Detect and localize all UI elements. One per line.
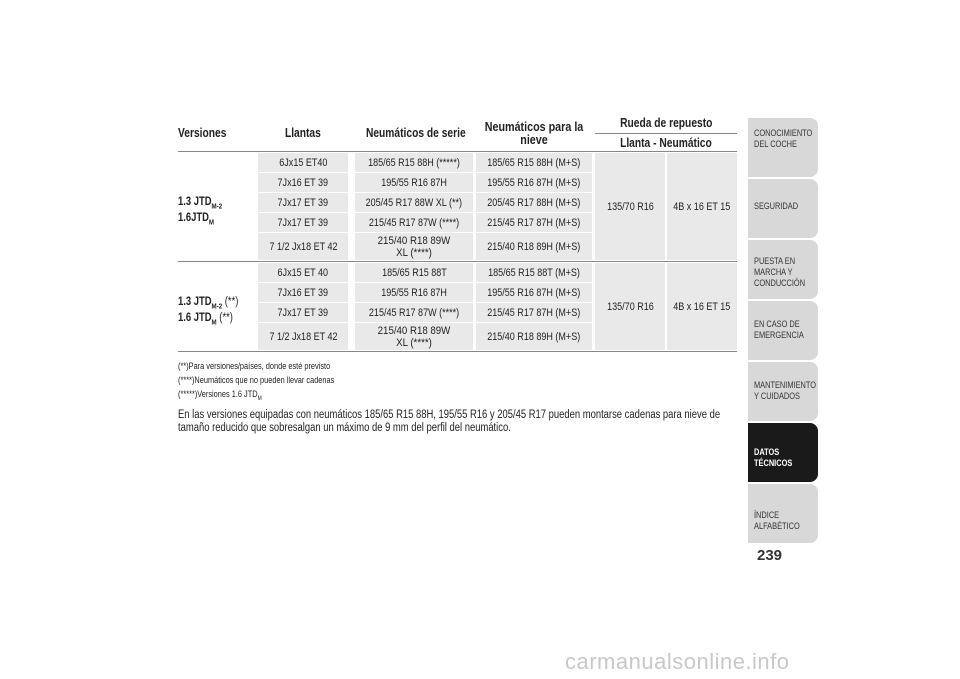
table-cell-llanta: 6Jx15 ET40 [258,153,348,172]
table-cell-llanta: 7Jx17 ET 39 [258,193,348,212]
table-cell-serie: 215/40 R18 89W XL (****) [355,323,473,350]
page-number: 239 [757,547,783,564]
body-paragraph: En las versiones equipadas con neumáticos 185/65 R15 88H, 195/55 R16 y 205/45 R17 pueden montarse cadenas para nieve de tamaño reducido que sobresalgan un máximo de 9 mm del perfil del neumático. [178,409,721,434]
table-cell-llanta: 7Jx17 ET 39 [258,303,348,322]
table-cell-nieve: 195/55 R16 87H (M+S) [476,173,592,192]
table-cell-llanta: 7 1/2 Jx18 ET 42 [258,323,348,350]
tab-conocimiento-del-coche[interactable]: CONOCIMIENTO DEL COCHE [748,118,818,177]
header-llanta-neumatico: Llanta - Neumático [620,136,712,150]
table-cell-repuesto-neumatico: 135/70 R16 [595,153,665,260]
table-cell-llanta: 7Jx16 ET 39 [258,173,348,192]
header-divider-repuesto [595,133,737,134]
header-rueda-repuesto: Rueda de repuesto [619,116,713,130]
table-cell-nieve: 215/40 R18 89H (M+S) [476,323,592,350]
footnote-2: (****)Neumáticos que no pueden llevar cadenas [178,375,335,385]
tab-puesta-en-marcha[interactable]: PUESTA EN MARCHA Y CONDUCCIÓN [748,240,818,299]
tab-datos-tecnicos[interactable]: DATOS TÉCNICOS [748,423,818,482]
table-cell-nieve: 205/45 R17 88H (M+S) [476,193,592,212]
table-cell-serie: 195/55 R16 87H [355,283,473,302]
footnote-3: (*****)Versiones 1.6 $JTD_M$ [178,389,262,402]
tab-en-caso-de-emergencia[interactable]: EN CASO DE EMERGENCIA [748,301,818,360]
table-cell-nieve: 215/45 R17 87H (M+S) [476,213,592,232]
table-cell-serie: 185/65 R15 88H (*****) [355,153,473,172]
tab-mantenimiento[interactable]: MANTENIMIENTO Y CUIDADOS [748,362,818,421]
table-bottom-line [178,351,737,352]
table-cell-repuesto-llanta: 4B x 16 ET 15 [667,153,737,260]
header-versiones: Versiones [178,126,227,140]
watermark: carmanualsonline.info [565,649,790,674]
table-cell-llanta: 6Jx15 ET 40 [258,263,348,282]
tab-seguridad[interactable]: SEGURIDAD [748,179,818,238]
table-cell-serie: 205/45 R17 88W XL (**) [355,193,473,212]
group2-version: 1.3 $JTD_{M-2}$ (**) 1.6 $JTD_M$ (**) [178,296,239,327]
table-cell-nieve: 215/45 R17 87H (M+S) [476,303,592,322]
table-cell-serie: 215/45 R17 87W (****) [355,213,473,232]
table-cell-nieve: 215/40 R18 89H (M+S) [476,233,592,260]
table-cell-llanta: 7 1/2 Jx18 ET 42 [258,233,348,260]
table-cell-serie: 215/45 R17 87W (****) [355,303,473,322]
header-llantas: Llantas [285,126,321,140]
tab-indice-alfabetico[interactable]: ÍNDICE ALFABÉTICO [748,484,818,543]
group1-version: 1.3 $JTD_{M-2}$ $1.6JTD_M$ [178,196,223,227]
header-neumaticos-serie: Neumáticos de serie [365,126,466,140]
table-cell-repuesto-llanta: 4B x 16 ET 15 [667,263,737,350]
table-cell-serie: 215/40 R18 89W XL (****) [355,233,473,260]
header-neumaticos-nieve: Neumáticos para la nieve [484,120,584,147]
group-divider [178,261,737,262]
table-cell-serie: 195/55 R16 87H [355,173,473,192]
footnote-1: (**)Para versiones/países, donde esté previsto [178,361,331,371]
table-cell-nieve: 185/65 R15 88H (M+S) [476,153,592,172]
table-cell-llanta: 7Jx16 ET 39 [258,283,348,302]
header-bottom-line [178,151,737,152]
table-cell-repuesto-neumatico: 135/70 R16 [595,263,665,350]
table-cell-nieve: 185/65 R15 88T (M+S) [476,263,592,282]
table-cell-nieve: 195/55 R16 87H (M+S) [476,283,592,302]
table-cell-serie: 185/65 R15 88T [355,263,473,282]
table-cell-llanta: 7Jx17 ET 39 [258,213,348,232]
